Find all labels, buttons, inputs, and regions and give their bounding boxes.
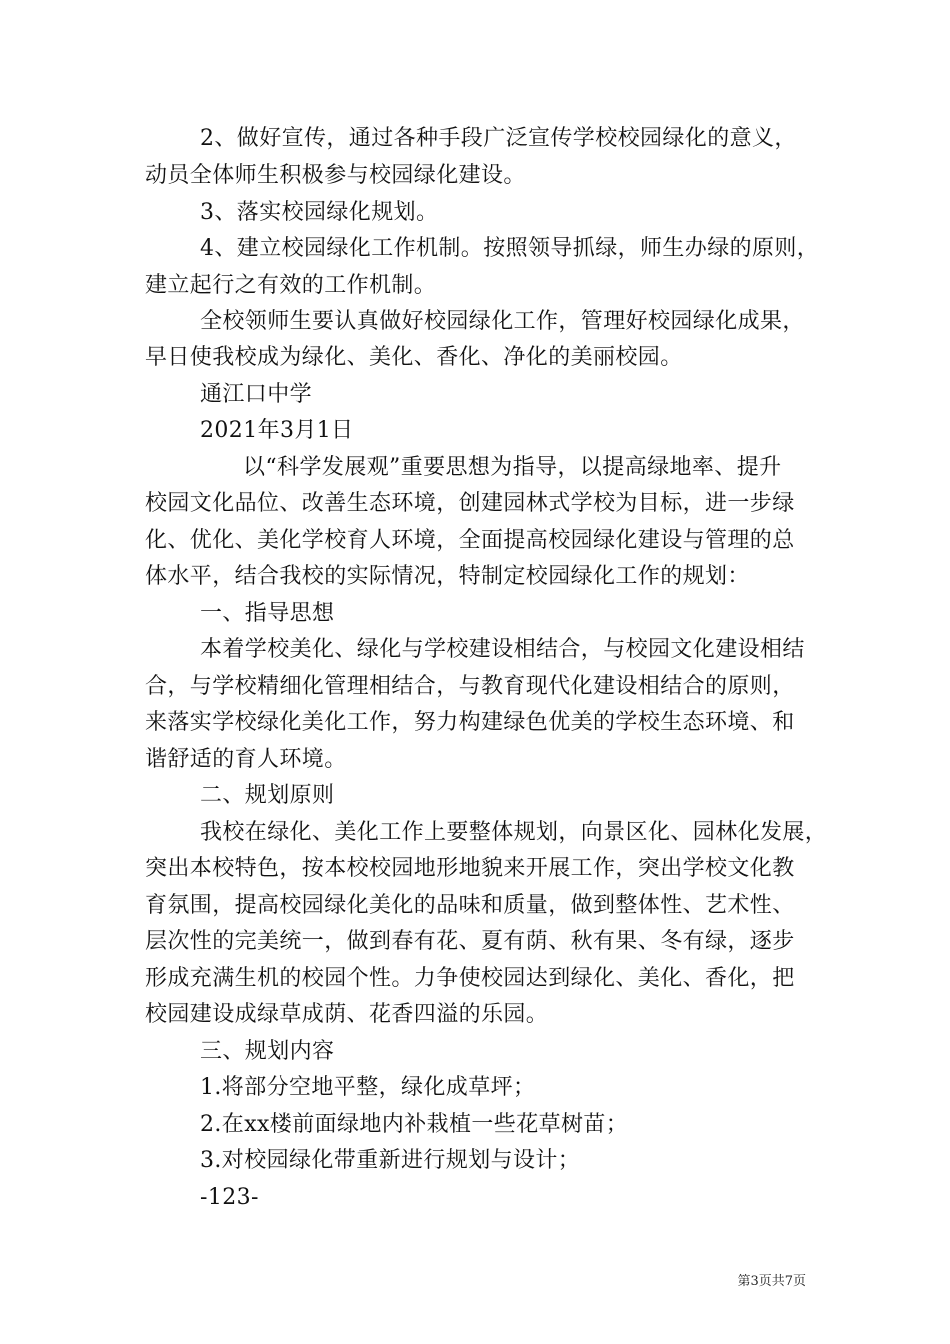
paragraph-line: 育氛围，提高校园绿化美化的品味和质量，做到整体性、艺术性、	[145, 893, 795, 918]
paragraph-line: 来落实学校绿化美化工作，努力构建绿色优美的学校生态环境、和	[145, 710, 795, 735]
section-heading: 三、规划内容	[200, 1039, 335, 1064]
list-item: 2.在xx楼前面绿地内补栽植一些花草树苗；	[200, 1112, 629, 1137]
paragraph-line: 合，与学校精细化管理相结合，与教育现代化建设相结合的原则，	[145, 674, 795, 699]
paragraph-line: 本着学校美化、绿化与学校建设相结合，与校园文化建设相结	[200, 637, 805, 662]
paragraph-line: 突出本校特色，按本校校园地形地貌来开展工作，突出学校文化教	[145, 856, 795, 881]
paragraph-line: 体水平，结合我校的实际情况，特制定校园绿化工作的规划：	[145, 564, 750, 589]
section-heading: 一、指导思想	[200, 601, 335, 626]
paragraph-line: 谐舒适的育人环境。	[145, 747, 347, 772]
paragraph-line: 2、做好宣传，通过各种手段广泛宣传学校校园绿化的意义，	[200, 126, 797, 151]
paragraph-line: 动员全体师生积极参与校园绿化建设。	[145, 163, 526, 188]
list-item: 1.将部分空地平整，绿化成草坪；	[200, 1075, 536, 1100]
page-footer: 第3页共7页	[737, 1274, 806, 1289]
paragraph-line: 形成充满生机的校园个性。力争使校园达到绿化、美化、香化，把	[145, 966, 795, 991]
paragraph-line: 4、建立校园绿化工作机制。按照领导抓绿，师生办绿的原则，	[200, 236, 820, 261]
paragraph-line: 以“科学发展观”重要思想为指导，以提高绿地率、提升	[243, 455, 782, 480]
inline-page-number: -123-	[200, 1185, 259, 1210]
paragraph-line: 校园文化品位、改善生态环境，创建园林式学校为目标，进一步绿	[145, 491, 795, 516]
paragraph-line: 我校在绿化、美化工作上要整体规划，向景区化、园林化发展，	[200, 820, 828, 845]
signature-date: 2021年3月1日	[200, 418, 354, 443]
paragraph-line: 早日使我校成为绿化、美化、香化、净化的美丽校园。	[145, 345, 683, 370]
signature-school: 通江口中学	[200, 382, 313, 407]
paragraph-line: 层次性的完美统一，做到春有花、夏有荫、秋有果、冬有绿，逐步	[145, 929, 795, 954]
paragraph-line: 全校领师生要认真做好校园绿化工作，管理好校园绿化成果，	[200, 309, 805, 334]
section-heading: 二、规划原则	[200, 783, 335, 808]
paragraph-line: 化、优化、美化学校育人环境，全面提高校园绿化建设与管理的总	[145, 528, 795, 553]
paragraph-line: 3、落实校园绿化规划。	[200, 200, 439, 225]
paragraph-line: 校园建设成绿草成荫、花香四溢的乐园。	[145, 1002, 549, 1027]
paragraph-line: 建立起行之有效的工作机制。	[145, 273, 437, 298]
list-item: 3.对校园绿化带重新进行规划与设计；	[200, 1148, 581, 1173]
